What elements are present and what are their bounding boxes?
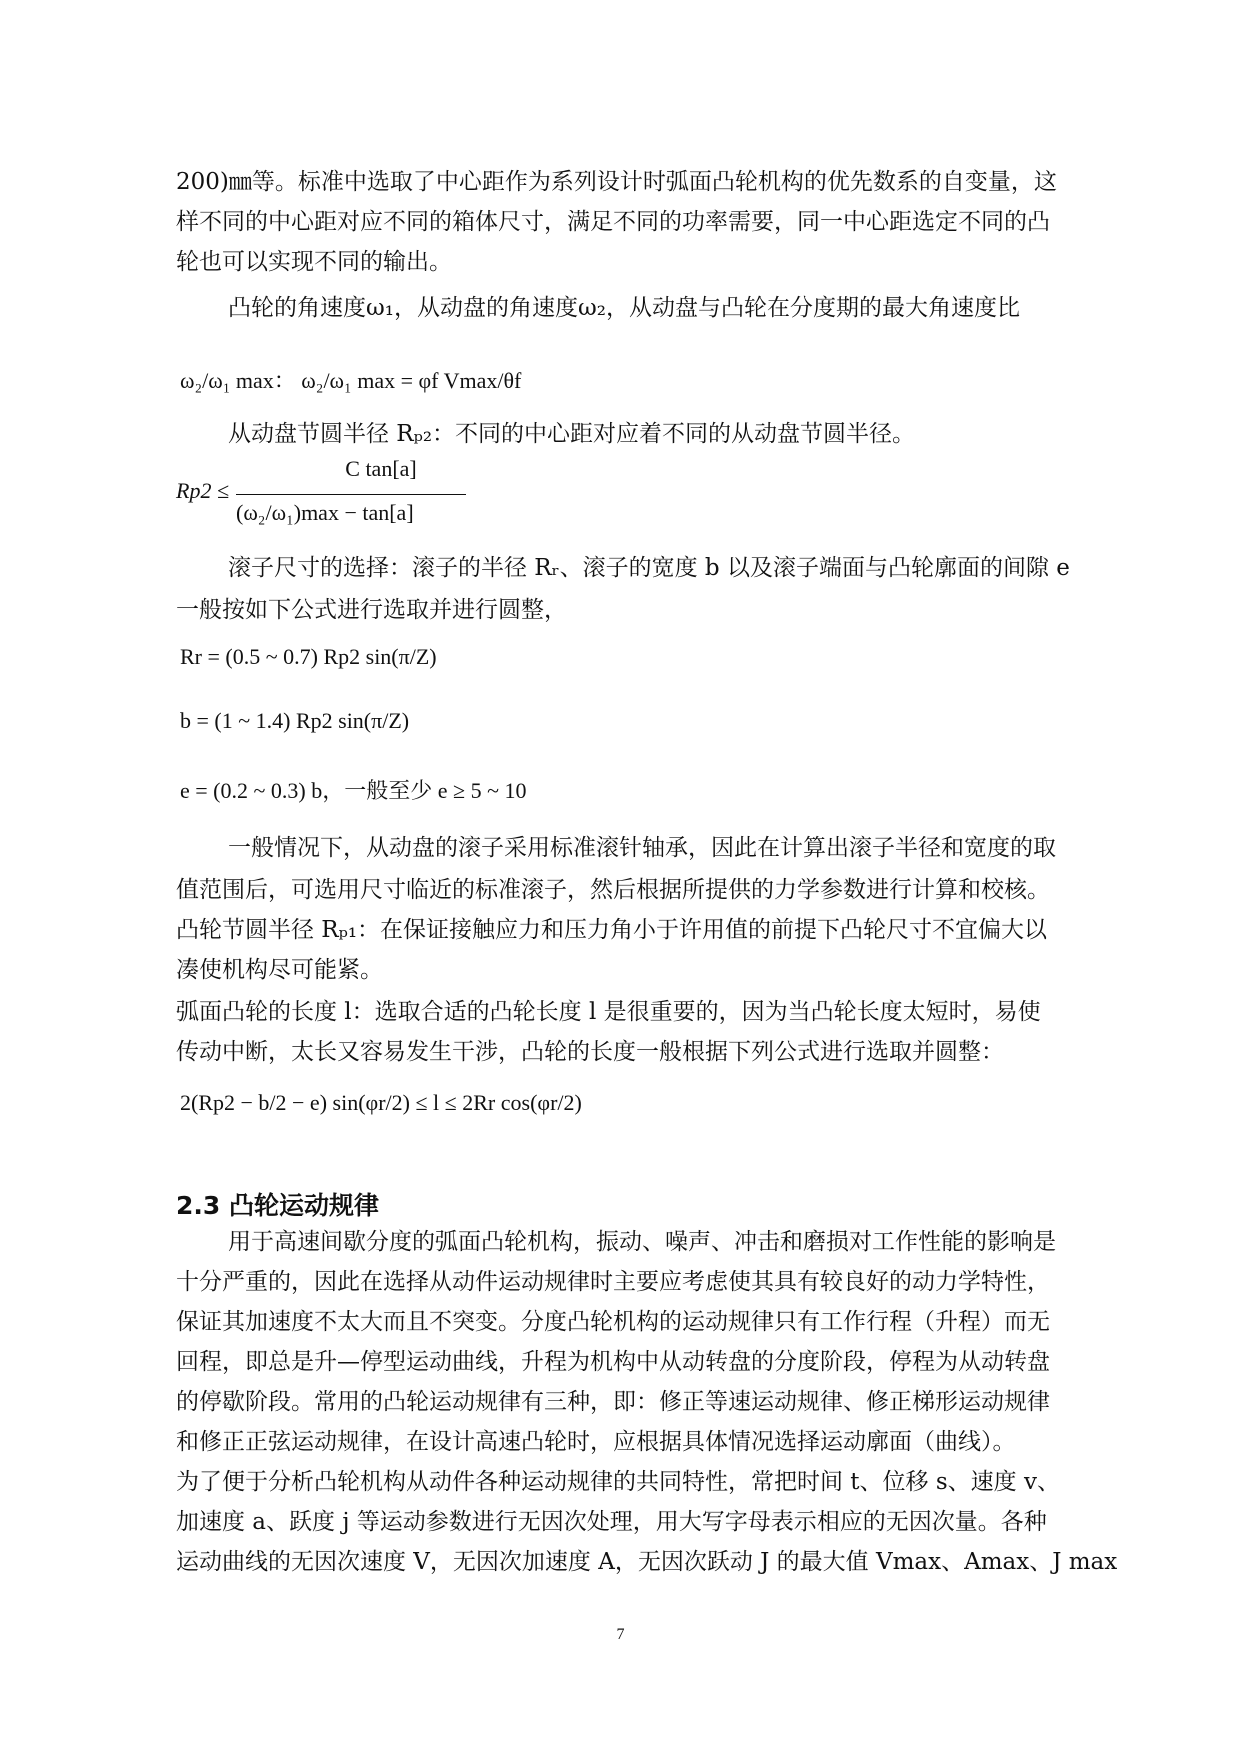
paragraph-line: 200)㎜等。标准中选取了中心距作为系列设计时弧面凸轮机构的优先数系的自变量，这 xyxy=(176,169,1057,195)
paragraph-line: 值范围后，可选用尺寸临近的标准滚子，然后根据所提供的力学参数进行计算和校核。 xyxy=(176,877,1050,903)
paragraph-line: 一般按如下公式进行选取并进行圆整， xyxy=(176,597,567,623)
formula-rp2-numerator: C tan[a] xyxy=(345,456,417,481)
paragraph-line: 样不同的中心距对应不同的箱体尺寸，满足不同的功率需要，同一中心距选定不同的凸 xyxy=(176,209,1050,235)
paragraph-line: 回程，即总是升—停型运动曲线，升程为机构中从动转盘的分度阶段，停程为从动转盘 xyxy=(176,1349,1050,1375)
paragraph-line: 的停歇阶段。常用的凸轮运动规律有三种，即：修正等速运动规律、修正梯形运动规律 xyxy=(176,1389,1050,1415)
paragraph-line: 运动曲线的无因次速度 V，无因次加速度 A，无因次跃动 J 的最大值 Vmax、Amax、J max xyxy=(176,1549,1118,1575)
paragraph-line: 加速度 a、跃度 j 等运动参数进行无因次处理，用大写字母表示相应的无因次量。各种 xyxy=(176,1509,1047,1535)
formula-length: 2(Rp2 − b/2 − e) sin(φr/2) ≤ l ≤ 2Rr cos(φr/2) xyxy=(180,1090,582,1115)
paragraph-line: 和修正正弦运动规律，在设计高速凸轮时，应根据具体情况选择运动廓面（曲线）。 xyxy=(176,1429,1016,1455)
formula-rp2-lhs: Rp2 ≤ xyxy=(176,478,230,503)
paragraph-line: 一般情况下，从动盘的滚子采用标准滚针轴承，因此在计算出滚子半径和宽度的取 xyxy=(228,835,1056,861)
formula-rp2 xyxy=(176,456,456,536)
section-heading: 2.3 凸轮运动规律 xyxy=(176,1191,379,1220)
page-number: 7 xyxy=(616,1626,625,1643)
fraction-bar xyxy=(236,494,466,495)
paragraph-line: 凸轮节圆半径 Rₚ₁：在保证接触应力和压力角小于许用值的前提下凸轮尺寸不宜偏大以 xyxy=(176,917,1048,943)
paragraph-line: 滚子尺寸的选择：滚子的半径 Rᵣ、滚子的宽度 b 以及滚子端面与凸轮廓面的间隙 e xyxy=(228,555,1070,581)
paragraph-line: 轮也可以实现不同的输出。 xyxy=(176,249,452,275)
formula-e: e = (0.2 ~ 0.3) b，一般至少 e ≥ 5 ~ 10 xyxy=(180,778,527,803)
formula-b: b = (1 ~ 1.4) Rp2 sin(π/Z) xyxy=(180,708,410,733)
paragraph-line: 为了便于分析凸轮机构从动件各种运动规律的共同特性，常把时间 t、位移 s、速度 v、 xyxy=(176,1469,1060,1495)
formula-rp2-denominator: (ω₂/ω₁)max − tan[a] xyxy=(236,500,414,525)
paragraph-line: 十分严重的，因此在选择从动件运动规律时主要应考虑使其具有较良好的动力学特性， xyxy=(176,1269,1050,1295)
paragraph-line: 用于高速间歇分度的弧面凸轮机构，振动、噪声、冲击和磨损对工作性能的影响是 xyxy=(228,1229,1056,1255)
formula-rr: Rr = (0.5 ~ 0.7) Rp2 sin(π/Z) xyxy=(180,644,437,669)
paragraph-line: 传动中断，太长又容易发生干涉，凸轮的长度一般根据下列公式进行选取并圆整： xyxy=(176,1039,1004,1065)
paragraph-line: 凸轮的角速度ω₁，从动盘的角速度ω₂，从动盘与凸轮在分度期的最大角速度比 xyxy=(228,295,1020,321)
paragraph-line: 凑使机构尽可能紧。 xyxy=(176,957,383,983)
paragraph-line: 保证其加速度不太大而且不突变。分度凸轮机构的运动规律只有工作行程（升程）而无 xyxy=(176,1309,1050,1335)
paragraph-line: 弧面凸轮的长度 l：选取合适的凸轮长度 l 是很重要的，因为当凸轮长度太短时，易使 xyxy=(176,999,1041,1025)
formula-omega-ratio: ω₂/ω₁ max： ω₂/ω₁ max = φf Vmax/θf xyxy=(180,368,522,393)
paragraph-line: 从动盘节圆半径 Rₚ₂：不同的中心距对应着不同的从动盘节圆半径。 xyxy=(228,421,916,447)
